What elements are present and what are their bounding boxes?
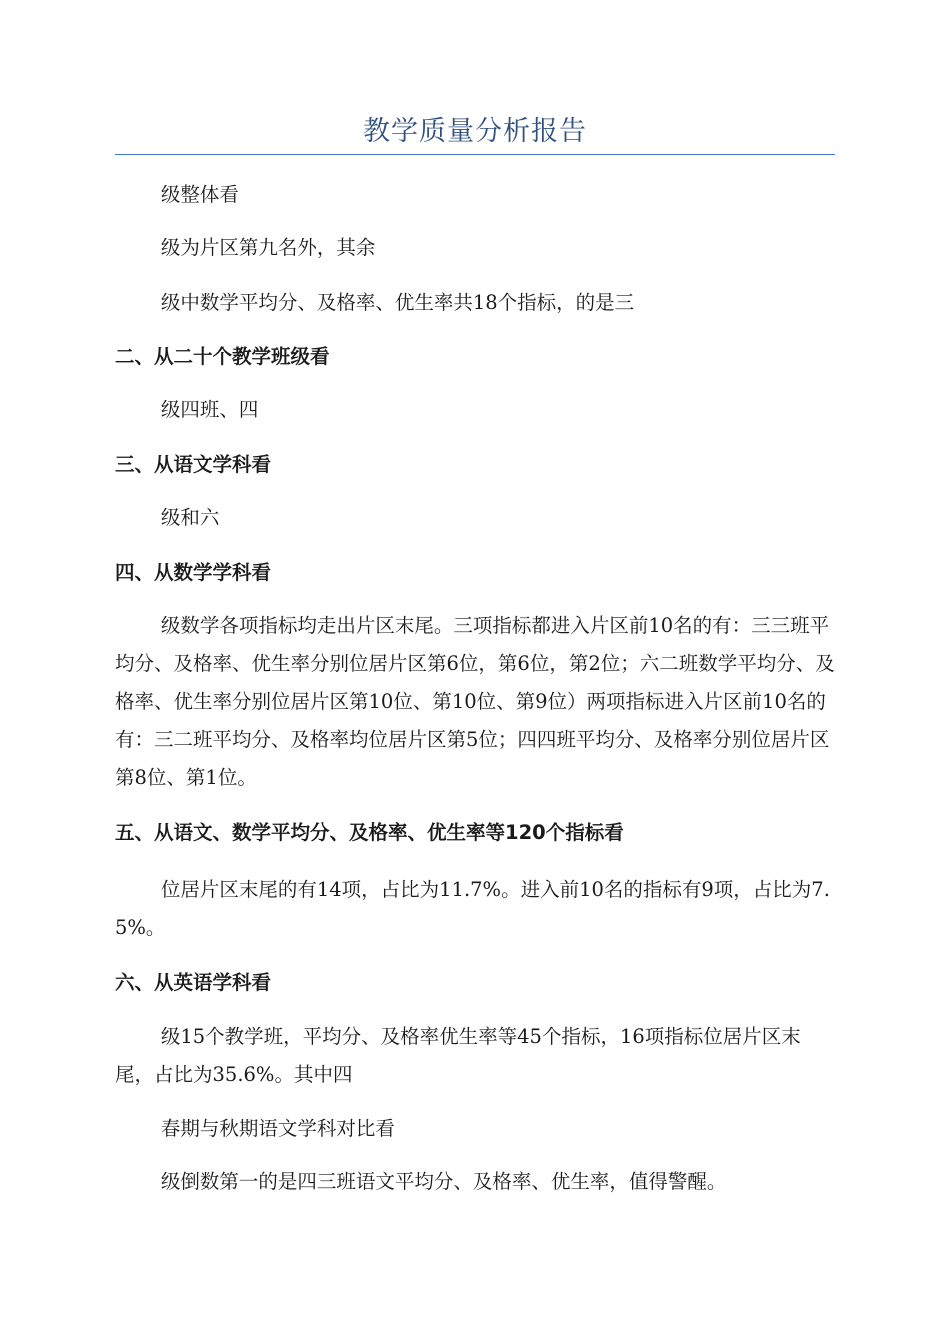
paragraph-section-5: 位居片区末尾的有14项，占比为11.7%。进入前10名的指标有9项，占比为7.5%。: [115, 878, 830, 939]
paragraph-section-6: 级15个教学班，平均分、及格率优生率等45个指标，16项指标位居片区末尾，占比为35.6%。其中四: [115, 1025, 801, 1086]
paragraph-section-4: 级数学各项指标均走出片区末尾。三项指标都进入片区前10名的有：三三班平均分、及格率、优生率分别位居片区第6位，第6位，第2位；六二班数学平均分、及格率、优生率分别位居片区第10位、第10位、第9位）两项指标进入片区前10名的有：三二班平均分、及格率均位居片区第5位；四四班平均分、及格率分别位居片区第8位、第1位。: [115, 614, 835, 789]
paragraph-rank: 级为片区第九名外，其余: [160, 236, 376, 259]
document-title: 教学质量分析报告: [363, 116, 587, 147]
heading-section-5: 五、从语文、数学平均分、及格率、优生率等120个指标看: [115, 821, 624, 844]
paragraph-math-indicators: 级中数学平均分、及格率、优生率共18个指标，的是三: [160, 291, 635, 314]
title-underline: [115, 154, 835, 155]
heading-section-3: 三、从语文学科看: [115, 453, 272, 476]
paragraph-warning: 级倒数第一的是四三班语文平均分、及格率、优生率，值得警醒。: [160, 1170, 727, 1193]
heading-section-4: 四、从数学学科看: [115, 561, 272, 584]
heading-section-2: 二、从二十个教学班级看: [115, 345, 330, 368]
paragraph-spring-autumn: 春期与秋期语文学科对比看: [160, 1117, 395, 1140]
paragraph-overall: 级整体看: [160, 183, 239, 206]
paragraph-section-3: 级和六: [160, 506, 220, 529]
paragraph-section-2: 级四班、四: [160, 398, 259, 421]
heading-section-6: 六、从英语学科看: [115, 971, 272, 994]
